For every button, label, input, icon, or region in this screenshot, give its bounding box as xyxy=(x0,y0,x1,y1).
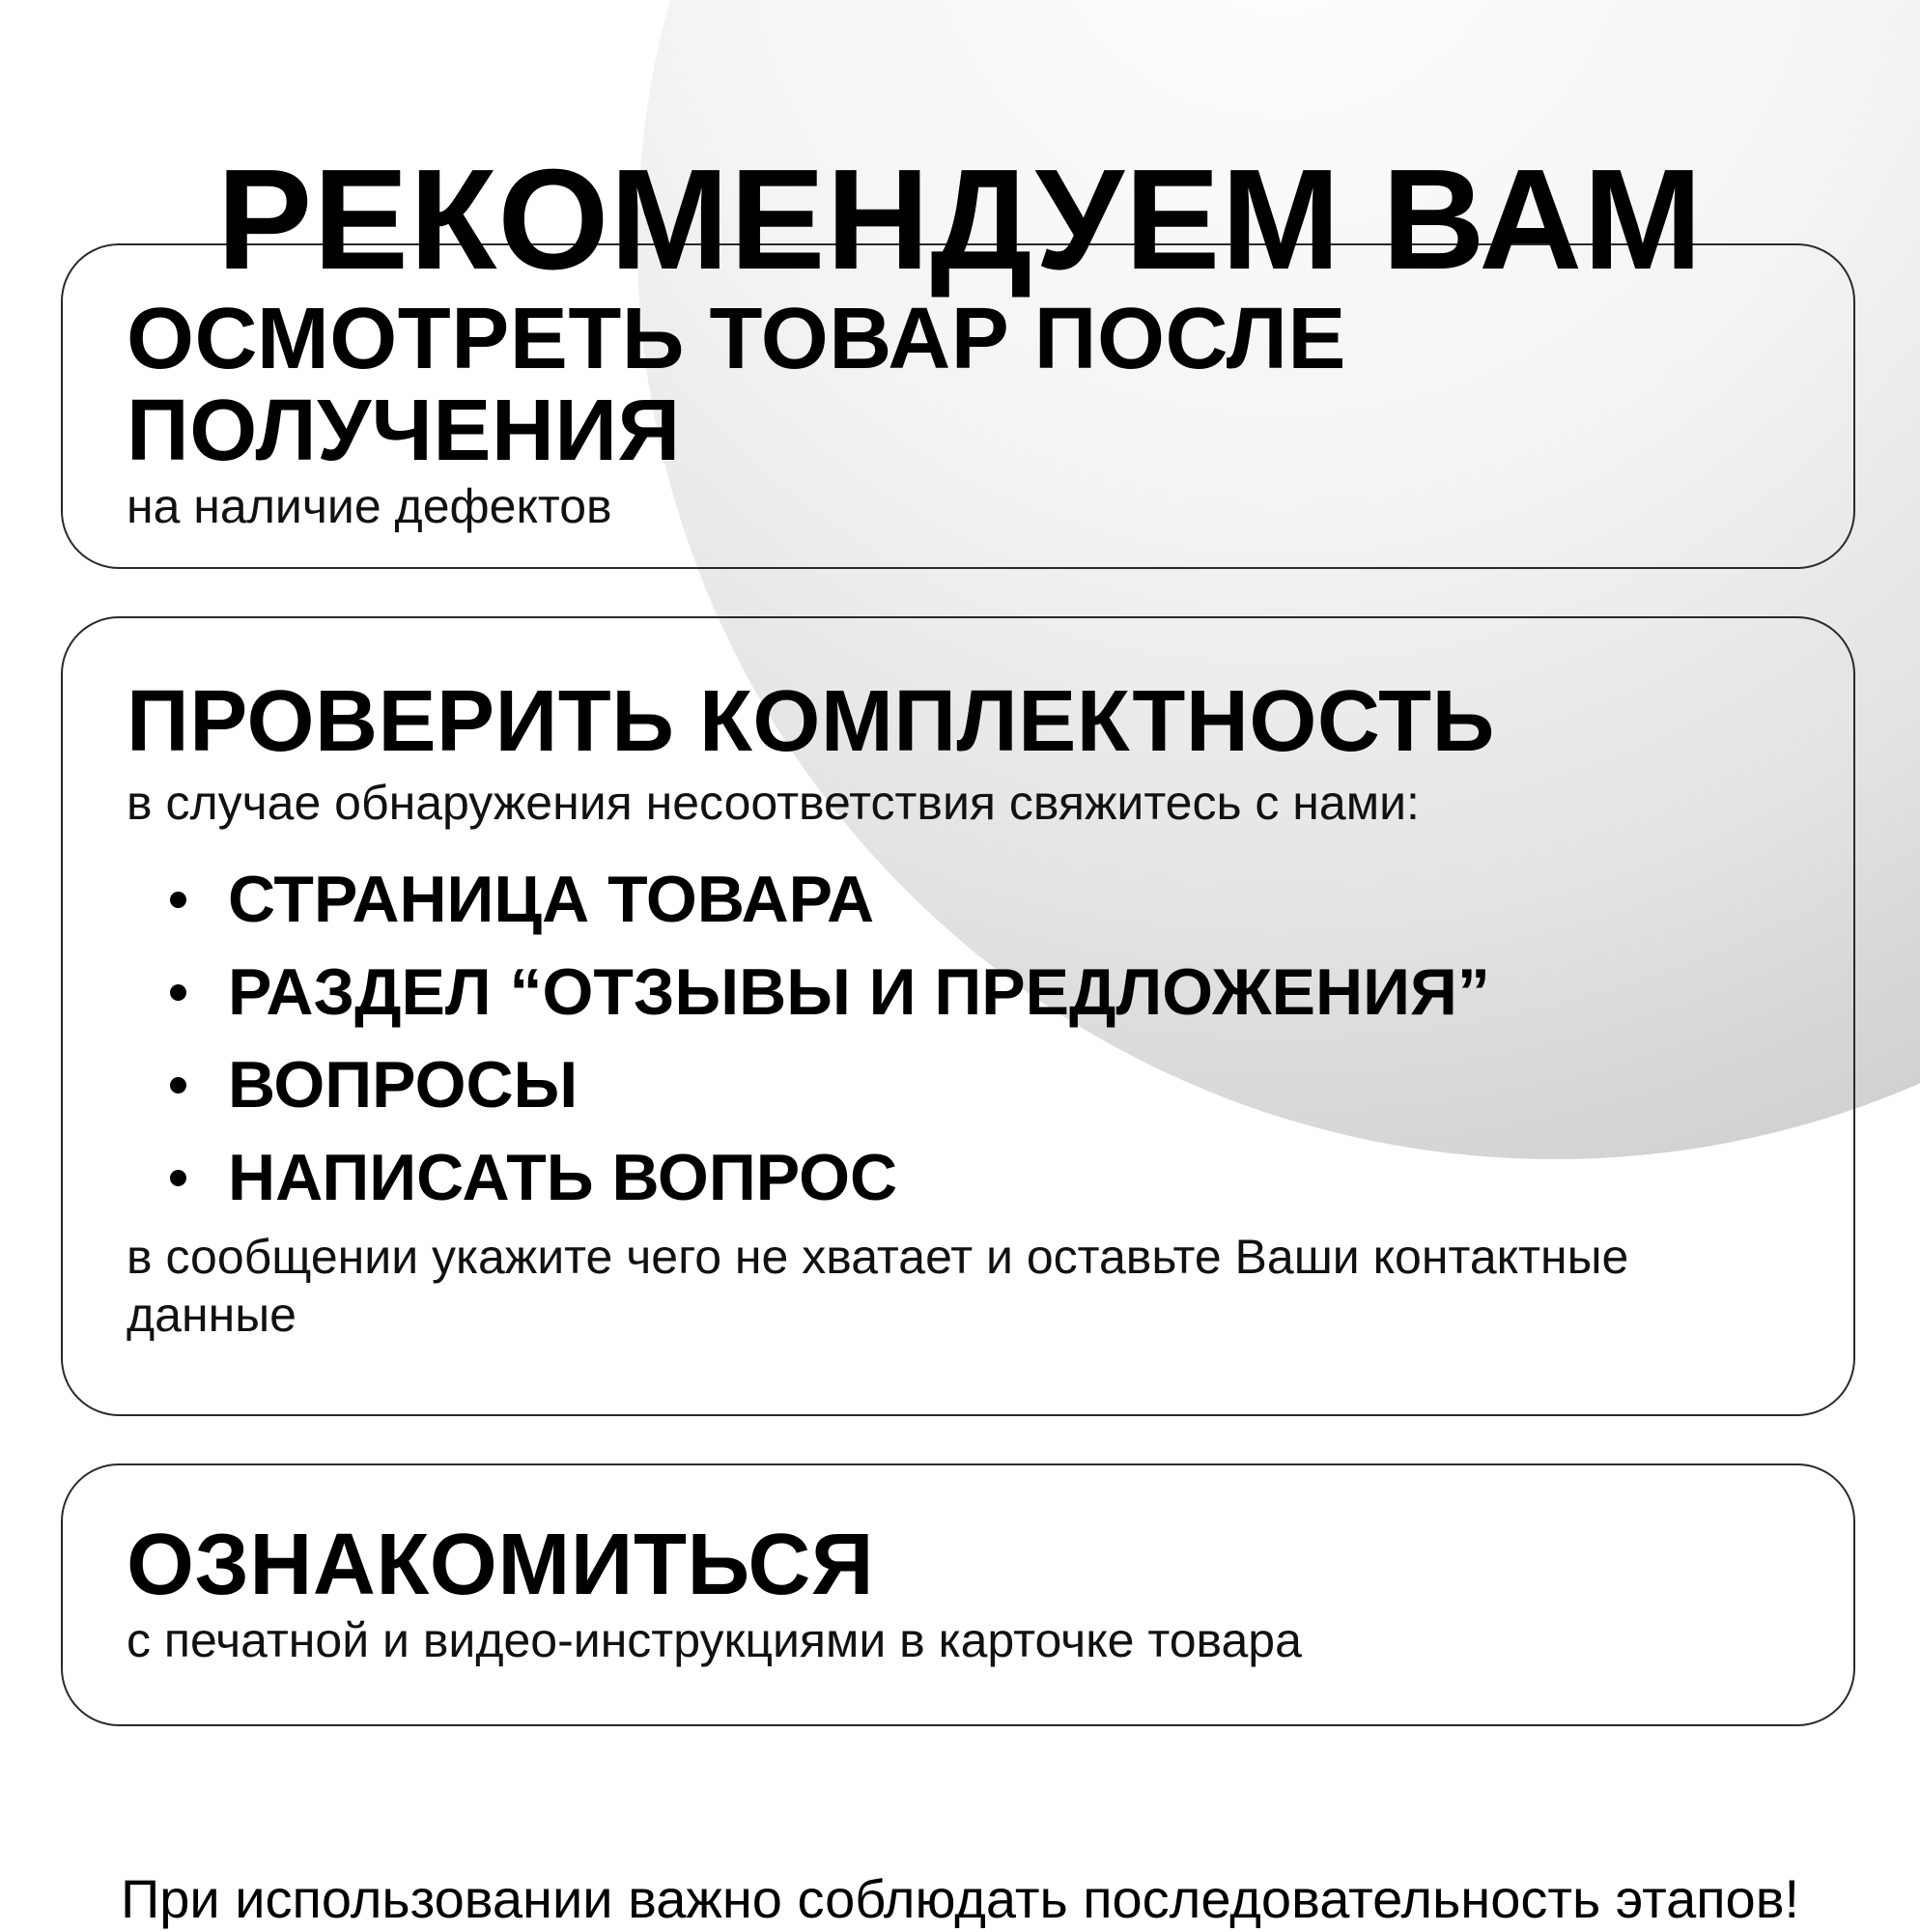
bullet-icon xyxy=(170,892,186,908)
list-item xyxy=(127,1131,1790,1224)
step-subtitle: в случае обнаружения несоответствия свяжитесь с нами: xyxy=(127,776,1420,830)
bullet-icon xyxy=(170,1077,186,1094)
step-subtitle: с печатной и видео-инструкциями в карточке товара xyxy=(127,1613,1302,1667)
bullet-icon xyxy=(170,1170,186,1186)
step-heading: ПРОВЕРИТЬ КОМПЛЕКТНОСТЬ xyxy=(127,673,1495,770)
list-item-label: ВОПРОСЫ xyxy=(228,1048,579,1122)
step-heading-line: ОСМОТРЕТЬ ТОВАР ПОСЛЕ xyxy=(127,291,1346,387)
list-item xyxy=(127,1038,1790,1131)
step-card-completeness xyxy=(61,616,1855,1416)
list-item-label: НАПИСАТЬ ВОПРОС xyxy=(228,1141,898,1214)
contact-list xyxy=(127,853,1790,1224)
step-heading-line: ПОЛУЧЕНИЯ xyxy=(127,383,681,479)
list-item-label: РАЗДЕЛ “ОТЗЫВЫ И ПРЕДЛОЖЕНИЯ” xyxy=(228,955,1490,1029)
step-note-line: данные xyxy=(127,1288,296,1342)
step-subtitle: на наличие дефектов xyxy=(127,479,612,533)
list-item xyxy=(127,946,1790,1038)
list-item xyxy=(127,853,1790,946)
step-heading: ОЗНАКОМИТЬСЯ xyxy=(127,1517,875,1613)
step-heading xyxy=(127,291,1790,479)
step-card-instructions xyxy=(61,1463,1855,1726)
list-item-label: СТРАНИЦА ТОВАРА xyxy=(228,863,875,936)
page-title: РЕКОМЕНДУЕМ ВАМ xyxy=(216,140,1704,300)
step-note-line: в сообщении укажите чего не хватает и оставьте Ваши контактные xyxy=(127,1230,1629,1284)
bullet-icon xyxy=(170,984,186,1001)
footer-note: При использовании важно соблюдать последовательность этапов! xyxy=(120,1868,1800,1929)
step-note xyxy=(127,1228,1790,1344)
